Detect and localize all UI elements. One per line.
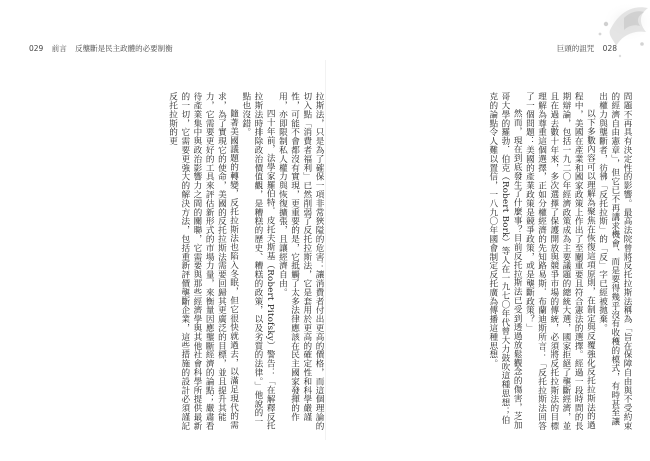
paragraph: 隨著美國議題的轉變，反托拉斯法也陷入冬眠，但它很快就過去，以滿足現代的需求，為了實現它的使命，美國的反托拉斯法需要回歸其更廣泛的目標，並且提升其能力，它需要更好的工具來評估新形式的市場力量，來衡量因應壟斷經濟的論點；嚴肅看待產業集中與政治影響力之間的關聯，它需要與那些經濟學與其他社會科學所提供最新的一切，它需要更強大的解決方法，包括重新評價壟斷企業，這些措施的設計必須謹記反托拉斯的更 [167,92,239,431]
right-page-body [338,92,633,432]
paragraph: 以下多數內容可以理解為聚焦在恢復這項原則，在制定與反覆強化反托拉斯法的過程中，美國在產業和國家政策上作出了至關重要且符合憲法的選擇。經過一段時間的長期辯論，包括一九二〇年經濟政策成為主要議題的總統大選，國家拒絕了壟斷經濟，並且在過去數十年來，多次選擇了保護開放與競爭市場的傳統，必須將反托拉斯法的目標理解為尊重這個選擇，正如分權經濟的先知路易斯．布蘭迪斯所言：「反托拉斯法回答了一個問題：美國的產業政策是競爭政策，或是壟斷政策？」 [524,92,596,431]
book-title: 巨頭的詛咒 [556,44,595,53]
water-splash-decoration [580,0,650,80]
paragraph: 拉斯法，只是為了確保一項非常狹隘的危害：讓消費者付出更高的價格，而這個理論的切入點「消費者福利」已然削弱了反托拉斯法，它是套用於更高的確定性和科學嚴謹性，可能不會都沒有實現，更重要的是，它抵觸了太多法律應該在民主國家發揮的作用，亦即限制私人權力與恢復擴張，且讓經濟自由。 [277,92,324,431]
left-page-number: 029 [29,44,44,53]
left-page-text [166,92,325,432]
paragraph: 然而，現在到底發生了什麼事？目前反托拉斯法已受到透過放鬆觀念的傷害，芝加哥大學的羅勃．伯克（Robert Bork）等人在一九七〇年代曾大力鼓吹這種思想；伯克的論點令人難以置信，一八九〇年國會制定反托廣為傳播這種思想。 [487,92,523,430]
chapter-label: 前言 [51,44,67,53]
right-page-text [487,92,633,432]
page-gutter [325,60,326,440]
paragraph: 問題不再具有決定性的影響。最高法院曾將反托拉斯法稱為「旨在保障自由與不受約束的經濟自由憲章」，但它已不再講求機會、而是要得幾乎沒有收穫的模式，有時甚至讓出權力與壟斷者，彷彿「反托拉斯」的「反」字已經被拋棄。 [597,92,632,431]
left-page-header [29,43,179,54]
paragraph: 四十年前，法學家羅伯特．皮托夫斯基（Robert Pitofsky）警告：「在解釋反托拉斯法時排除政治價值觀，是糟糕的歷史、糟糕的政策，以及劣質的法律。」他說的一點也沒錯。 [240,92,276,431]
right-page-number: 028 [602,44,617,53]
chapter-title: 反壟斷是民主政體的必要制衡 [75,44,173,53]
left-page-body [140,92,325,432]
